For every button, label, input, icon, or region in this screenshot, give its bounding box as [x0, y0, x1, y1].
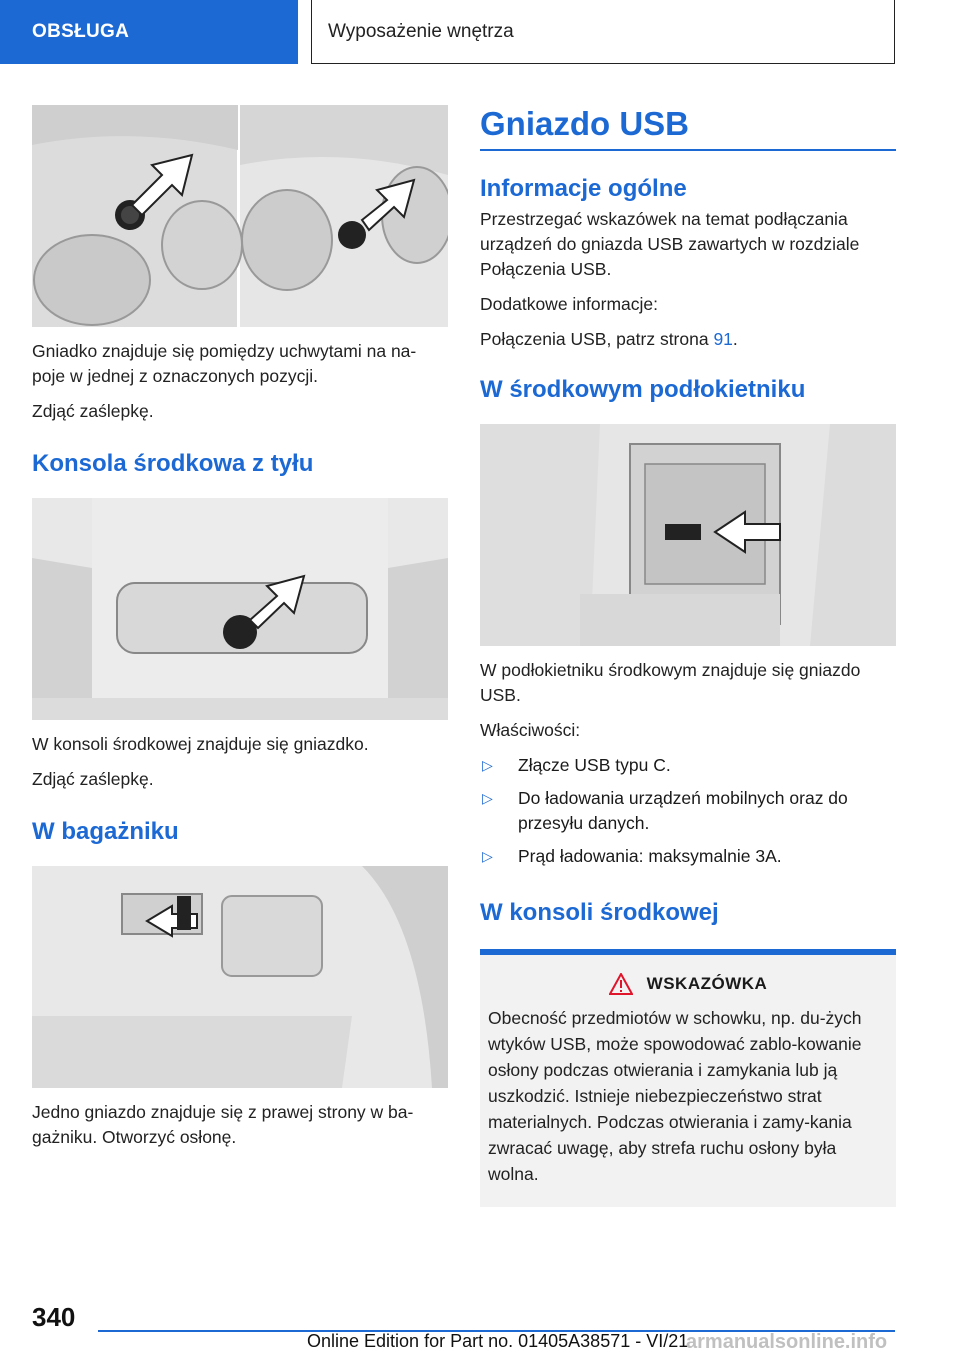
notice-header — [488, 973, 888, 995]
list-item: ▷ Do ładowania urządzeń mobilnych oraz do przesyłu danych. — [482, 788, 848, 833]
trunk-image — [32, 866, 448, 1088]
properties-list — [480, 753, 896, 869]
general-heading: Informacje ogólne — [480, 175, 687, 202]
cupholder-socket-image — [32, 105, 448, 327]
general-text: Przestrzegać wskazówek na temat podłączania urządzeń do gniazda USB zawartych w rozdziale Połączenia USB. — [480, 209, 860, 279]
page-link[interactable]: 91 — [713, 329, 733, 349]
left-column — [32, 105, 448, 1160]
page-number: 340 — [32, 1302, 76, 1332]
cupholder-text-2: Zdjąć zaślepkę. — [32, 401, 154, 421]
bullet-triangle-icon: ▷ — [482, 848, 493, 864]
armrest-heading: W środkowym podłokietniku — [480, 376, 806, 403]
chapter-tab — [311, 0, 895, 64]
armrest-text: W podłokietniku środkowym znajduje się gniazdo USB. — [480, 660, 861, 705]
notice-title: WSKAZÓWKA — [646, 974, 768, 993]
console-heading: W konsoli środkowej — [480, 899, 719, 926]
bullet-triangle-icon: ▷ — [482, 757, 493, 773]
cupholder-text: Gniadko znajduje się pomiędzy uchwytami na na-poje w jednej z oznaczonych pozycji. — [32, 341, 417, 386]
rear-console-text-2: Zdjąć zaślepkę. — [32, 769, 154, 789]
notice-box — [480, 949, 896, 1207]
trunk-heading: W bagażniku — [32, 818, 179, 845]
additional-info-label: Dodatkowe informacje: — [480, 294, 658, 314]
edition-text: Online Edition for Part no. 01405A38571 - VI/21 — [307, 1331, 689, 1351]
watermark: armanualsonline.info — [686, 1331, 888, 1353]
notice-text: Obecność przedmiotów w schowku, np. du-żych wtyków USB, może spowodować zablo-kowanie osłony podczas otwierania i zamykania lub ją uszkodzić. Istnieje niebezpieczeństwo strat materialnych. Podczas otwierania i zamy-kania zwracać uwagę, aby strefa ruchu osłony była wolna. — [488, 1008, 862, 1184]
list-item: ▷ Złącze USB typu C. — [480, 753, 896, 778]
armrest-image — [480, 424, 896, 646]
right-column — [480, 105, 896, 1207]
usb-reference: Połączenia USB, patrz strona 91. — [480, 329, 738, 349]
bullet-triangle-icon: ▷ — [482, 790, 493, 806]
rear-console-image — [32, 498, 448, 720]
rear-console-text: W konsoli środkowej znajduje się gniazdko. — [32, 734, 369, 754]
section-label: OBSŁUGA — [32, 21, 130, 42]
usb-socket-title: Gniazdo USB — [480, 105, 896, 151]
rear-console-heading: Konsola środkowa z tyłu — [32, 450, 314, 477]
trunk-text: Jedno gniazdo znajduje się z prawej strony w ba-gażniku. Otworzyć osłonę. — [32, 1102, 414, 1147]
chapter-label: Wyposażenie wnętrza — [328, 20, 514, 42]
list-item: ▷ Prąd ładowania: maksymalnie 3A. — [480, 844, 896, 869]
properties-label: Właściwości: — [480, 720, 581, 740]
section-tab — [0, 0, 298, 64]
warning-triangle-icon — [609, 973, 633, 995]
